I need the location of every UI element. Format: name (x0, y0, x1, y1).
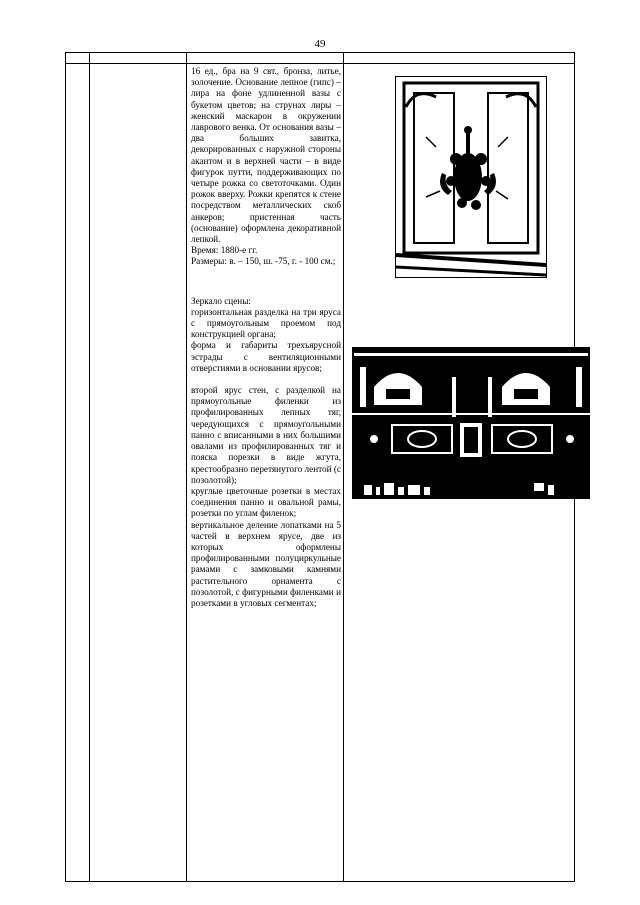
description-paragraph: второй ярус стен, с разделкой на прямоугольные филенки из профилированных лепных тяг, чередующихся с прямоугольными панно с вписанными в них большими овалами из профилированных тяг и пояска порезки в виде жгута, крестообразно перетянутого лентой (с позолотой); (191, 385, 341, 485)
description-paragraph: круглые цветочные розетки в местах соединения панно и овальной рамы, розетки по углам филенок; (191, 485, 341, 519)
header-row-divider (66, 63, 574, 64)
description-paragraph: 16 ед., бра на 9 свт., бронза, литье, золочение. Основание лепное (гипс) – лира на фоне удлиненной вазы с букетом цветов; на струнах лиры – женский маскарон в окружении лаврового венка. От основания вазы – два больших завитка, декорированных с наружной стороны акантом и в верхней части – в виде фигурок путти, поддерживающих по четыре рожка со светоточками. Один рожок вверху. Рожки крепятся к стене посредством металлических скоб анкеров; пристенная часть (основание) оформлена декоративной лепкой. (191, 66, 341, 245)
description-paragraph: вертикальное деление лопатками на 5 частей в верхнем ярусе, две из которых оформлены профилированными полуциркульные рамами с замковыми камнями растительного орнамента с позолотой, с фигурными филенками и розетками в угловых сегментах; (191, 519, 341, 608)
sconce-photo (395, 76, 547, 278)
item-description (191, 66, 341, 609)
page-number: 49 (314, 38, 326, 50)
stage-mirror-photo (352, 347, 590, 499)
description-paragraph: Зеркало сцены: (191, 295, 251, 306)
stage-mirror-photo-image (352, 347, 590, 499)
description-paragraph: форма и габариты трехъярусной эстрады с вентиляционными отверстиями в основании ярусов; (191, 340, 341, 373)
description-paragraph: горизонтальная разделка на три яруса с прямоугольным проемом под конструкцией органа; (191, 306, 341, 340)
column-divider (89, 53, 90, 881)
column-divider (186, 53, 187, 881)
sconce-photo-image (396, 77, 546, 277)
column-divider (343, 53, 344, 881)
description-paragraph: Размеры: в. – 150, ш. -75, г. - 100 см.; (191, 256, 336, 267)
description-paragraph: Время: 1880-е гг. (191, 245, 258, 256)
